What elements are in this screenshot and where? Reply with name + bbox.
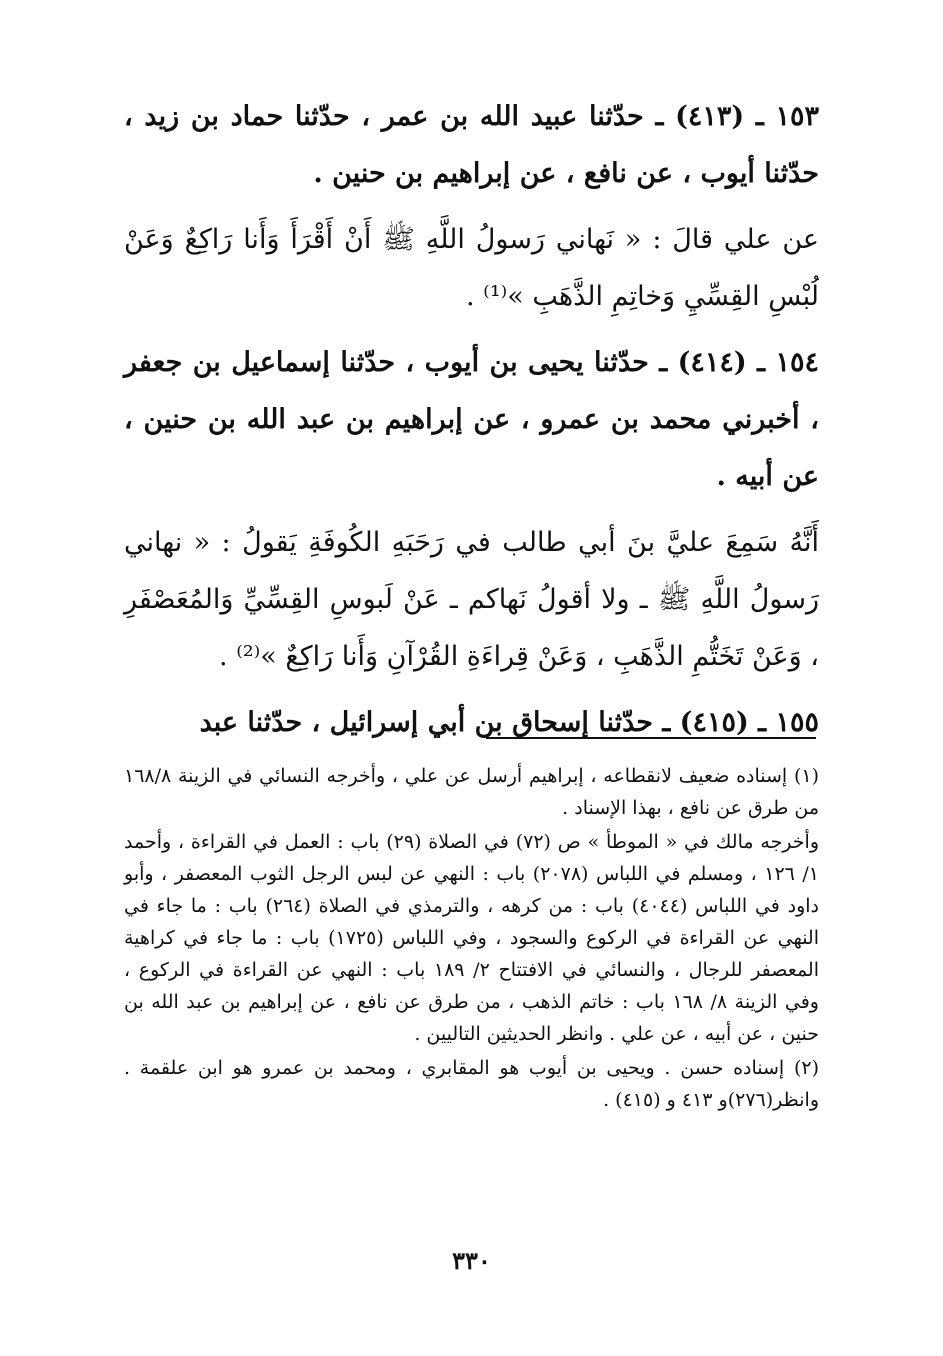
hadith-153-matn: عن علي قالَ : « نَهاني رَسولُ اللَّهِ ﷺ أَنْ أَقْرَأَ وَأَنا رَاكِعٌ وَعَنْ لُبْسِ القِسِّيِ وَخاتِمِ الذَّهَبِ »⁽¹⁾ . — [124, 224, 819, 312]
page-number: ٣٣٠ — [452, 1246, 491, 1275]
hadith-154-isnad: ١٥٤ ـ (٤١٤) ـ حدّثنا يحيى بن أيوب ، حدّثنا إسماعيل بن جعفر ، أخبرني محمد بن عمرو ، عن إبراهيم بن عبد الله بن حنين ، عن أبيه . — [124, 347, 819, 492]
hadith-155-isnad: ١٥٥ ـ (٤١٥) ـ حدّثنا إسحاق بن أبي إسرائيل ، حدّثنا عبد — [199, 707, 819, 738]
footnote-2: (٢) إسناده حسن . ويحيى بن أيوب هو المقابري ، ومحمد بن عمرو هو ابن علقمة . وانظر(٢٧٦)و ٤١٣ و (٤١٥) . — [124, 1057, 819, 1111]
footnotes — [124, 760, 819, 1118]
footnote-1-continued: وأخرجه مالك في « الموطأ » ص (٧٢) في الصلاة (٢٩) باب : العمل في القراءة ، وأحمد ١/ ١٢٦ ، ومسلم في اللباس (٢٠٧٨) باب : النهي عن لبس الرجل الثوب المعصفر ، وأبو داود في اللباس (٤٠٤٤) باب : من كرهه ، والترمذي في الصلاة (٢٦٤) باب : ما جاء في النهي عن القراءة في الركوع والسجود ، وفي اللباس (١٧٢٥) باب : ما جاء في كراهية المعصفر للرجال ، والنسائي في الافتتاح ٢/ ١٨٩ باب : النهي عن القراءة في الركوع ، وفي الزينة ٨/ ١٦٨ باب : خاتم الذهب ، من طرق عن نافع ، عن إبراهيم بن عبد الله بن حنين ، عن أبيه ، عن علي . وانظر الحديثين التاليين . — [124, 831, 819, 1045]
footnote-separator — [486, 737, 816, 739]
hadith-153-isnad: ١٥٣ ـ (٤١٣) ـ حدّثنا عبيد الله بن عمر ، حدّثنا حماد بن زيد ، حدّثنا أيوب ، عن نافع ، عن إبراهيم بن حنين . — [124, 101, 819, 189]
footnote-1: (١) إسناده ضعيف لانقطاعه ، إبراهيم أرسل عن علي ، وأخرجه النسائي في الزينة ١٦٨/٨ من طرق عن نافع ، بهذا الإسناد . — [124, 765, 819, 819]
main-text — [124, 88, 819, 760]
hadith-154-matn: أَنَّهُ سَمِعَ عليَّ بنَ أبي طالب في رَحَبَهِ الكُوفَةِ يَقولُ : « نهاني رَسولُ اللَّهِ ﷺ ـ ولا أقولُ نَهاكم ـ عَنْ لَبوسِ القِسِّيِّ وَالمُعَصْفَرِ ، وَعَنْ تَخَتُّمِ الذَّهَبِ ، وَعَنْ قِراءَةِ القُرْآنِ وَأَنا رَاكِعٌ »⁽²⁾ . — [124, 527, 819, 672]
